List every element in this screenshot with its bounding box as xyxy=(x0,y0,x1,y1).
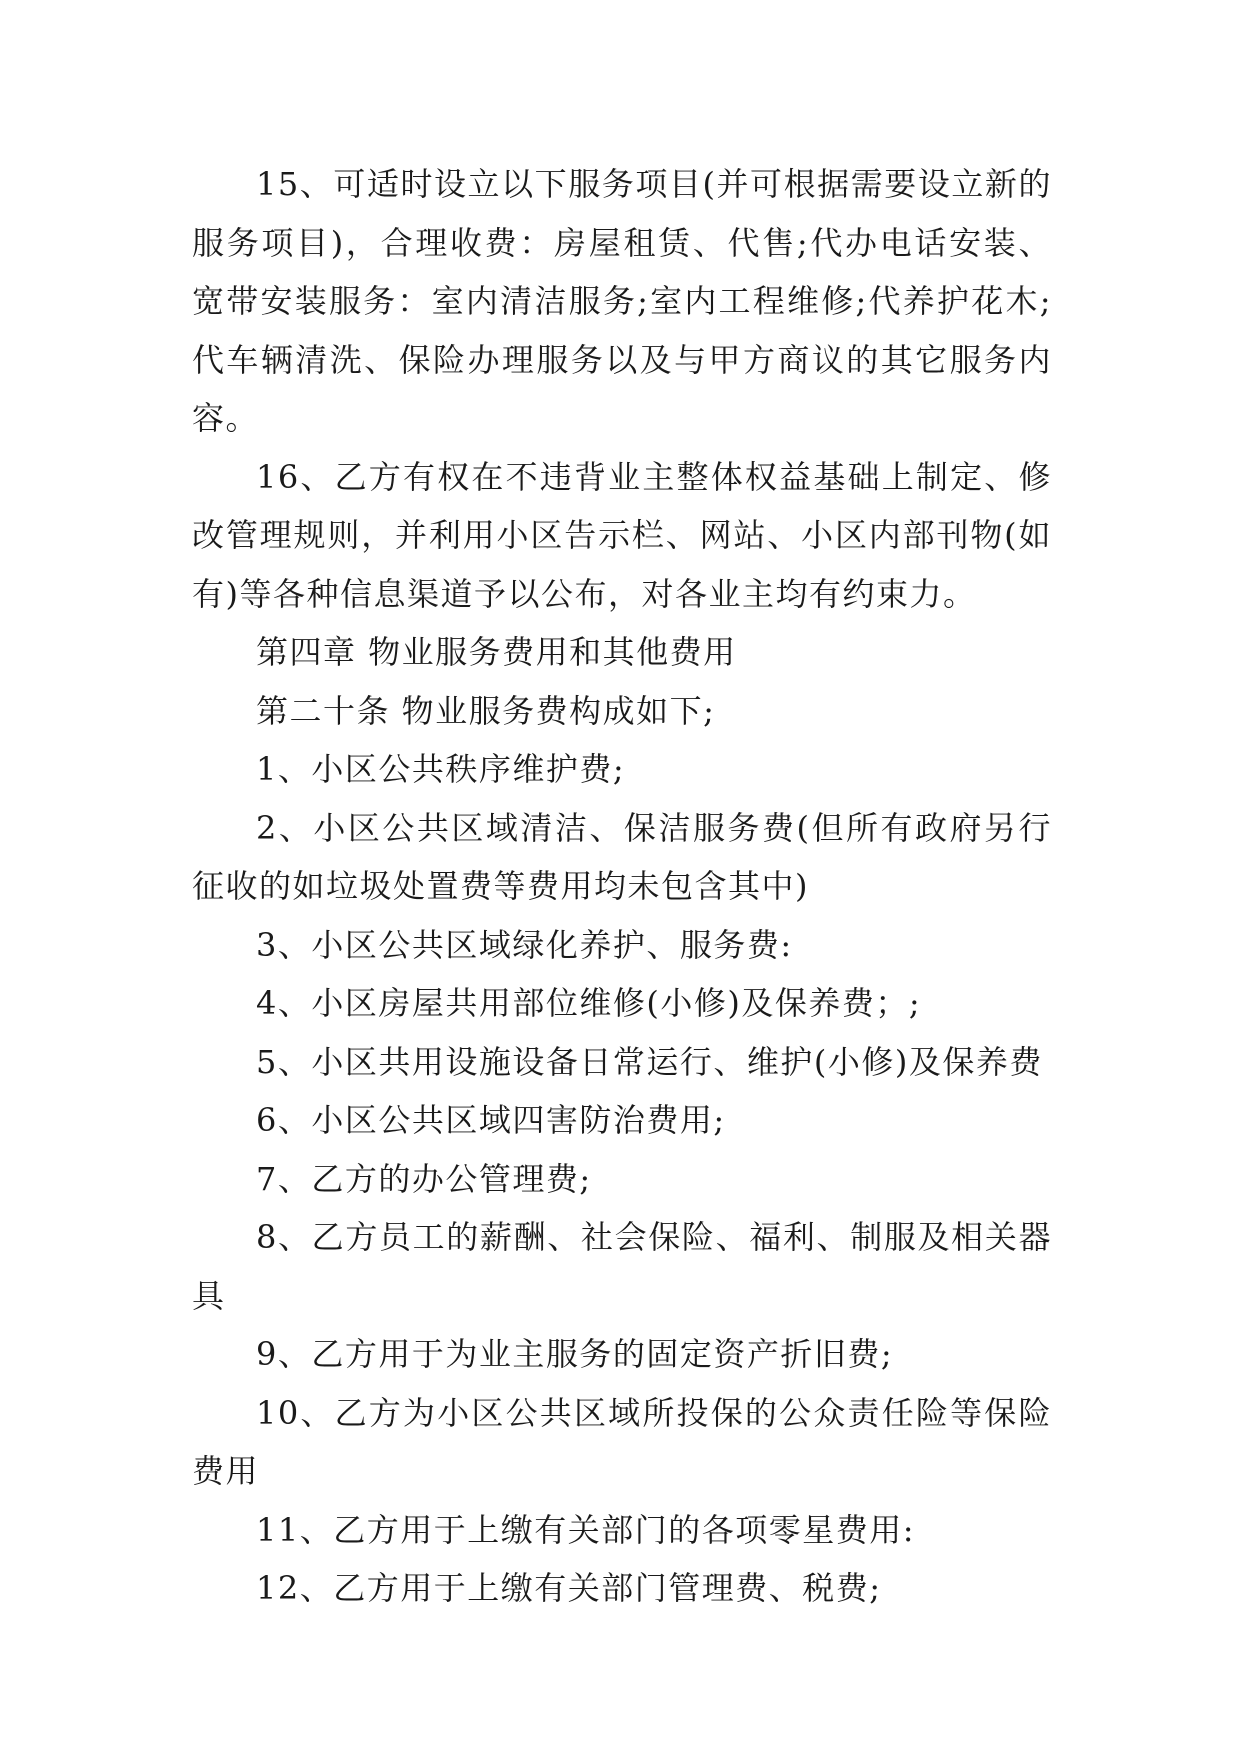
list-item-4: 4、小区房屋共用部位维修(小修)及保养费；; xyxy=(256,984,922,1022)
list-item-5: 5、小区共用设施设备日常运行、维护(小修)及保养费 xyxy=(256,1042,1043,1081)
document-body xyxy=(192,155,1052,1618)
chapter-heading: 第四章 物业服务费用和其他费用 xyxy=(256,633,737,671)
paragraph-15: 15、可适时设立以下服务项目(并可根据需要设立新的服务项目)，合理收费：房屋租赁、代售;代办电话安装、宽带安装服务：室内清洁服务;室内工程维修;代养护花木;代车辆清洗、保险办理服务以及与甲方商议的其它服务内容。 xyxy=(192,165,1052,437)
article-heading: 第二十条 物业服务费构成如下; xyxy=(256,691,716,730)
list-item-7: 7、乙方的办公管理费; xyxy=(256,1159,592,1198)
list-item-1: 1、小区公共秩序维护费; xyxy=(256,750,626,788)
list-item-2: 2、小区公共区域清洁、保洁服务费(但所有政府另行征收的如垃圾处置费等费用均未包含其中) xyxy=(192,808,1052,905)
paragraph-16: 16、乙方有权在不违背业主整体权益基础上制定、修改管理规则，并利用小区告示栏、网站、小区内部刊物(如有)等各种信息渠道予以公布，对各业主均有约束力。 xyxy=(192,457,1052,613)
list-item-10: 10、乙方为小区公共区域所投保的公众责任险等保险费用 xyxy=(192,1393,1052,1490)
list-item-3: 3、小区公共区域绿化养护、服务费: xyxy=(256,925,793,964)
list-item-11: 11、乙方用于上缴有关部门的各项零星费用: xyxy=(256,1510,916,1549)
list-item-8: 8、乙方员工的薪酬、社会保险、福利、制服及相关器具 xyxy=(192,1218,1052,1315)
list-item-9: 9、乙方用于为业主服务的固定资产折旧费; xyxy=(256,1335,894,1373)
list-item-12: 12、乙方用于上缴有关部门管理费、税费; xyxy=(256,1569,882,1607)
list-item-6: 6、小区公共区域四害防治费用; xyxy=(256,1101,726,1139)
